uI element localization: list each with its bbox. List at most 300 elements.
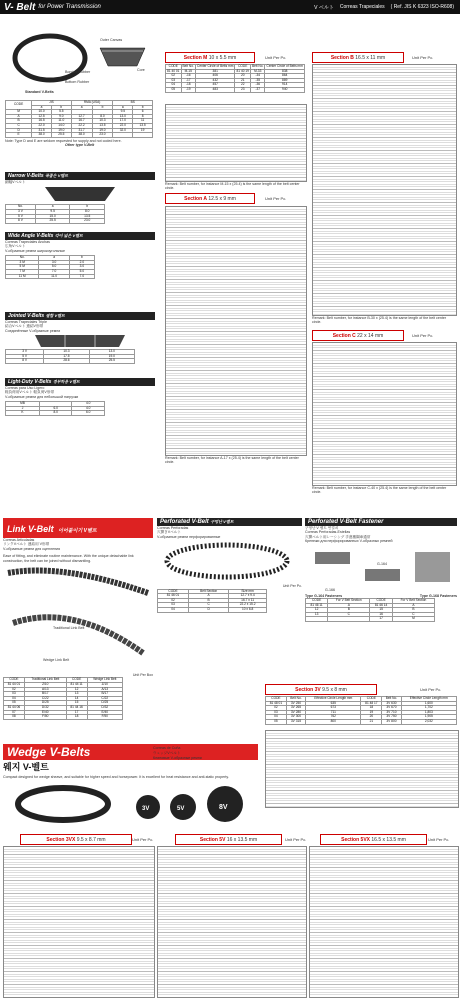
- table-cell: Center Circle of Belts mm: [266, 64, 303, 68]
- table-cell: -17: [181, 78, 195, 83]
- link-title-bar: Link V-Belt 이어붙이기 V벨트: [3, 518, 153, 538]
- narrow-table: [5, 204, 105, 223]
- table-cell: CODE: [235, 65, 251, 70]
- fastener-es: Correas Perforadas-Estellas: [305, 530, 351, 535]
- perforated-ru: V-образные ремни перфорированные: [157, 534, 221, 539]
- section-c-remark: Remark: Belt number, for instance C-40 x (25.4) is the same length of the belt center circle.: [312, 486, 447, 495]
- table-cell: 8 V: [6, 359, 44, 364]
- table-cell: 05: [166, 87, 182, 92]
- table-cell: 13.0: [113, 114, 133, 119]
- section-m-table-body: [165, 104, 307, 182]
- table-cell: 5 V: [6, 354, 44, 359]
- table-cell: 3V 315: [286, 719, 305, 724]
- table-cell: 03: [158, 603, 189, 608]
- table-cell: K: [6, 411, 40, 416]
- table-cell: 25.5: [89, 359, 134, 364]
- section-3v-table-body: [265, 730, 459, 808]
- table-cell: 38.0: [71, 133, 92, 138]
- label-bonded-rubber: Bonded Rubber: [65, 70, 91, 74]
- link-desc: Ease of fitting, and eliminate routine maintenance. With the unique detachable link construction, the belt can be joined without dismantling.: [3, 554, 134, 563]
- table-cell: 800: [306, 719, 361, 724]
- table-cell: 6.0: [72, 411, 105, 416]
- section-5v-table: [157, 846, 307, 998]
- link-cap2: Wedge Link Belt: [43, 658, 70, 662]
- table-cell: 1,702: [401, 706, 456, 711]
- section-m-unit: Unit Per Pc.: [265, 55, 287, 60]
- section-b-remark: Remark: Belt number, for instance B-30 x (25.4) is the same length of the belt center circle.: [312, 316, 447, 325]
- page-header: [0, 0, 460, 14]
- table-cell: 17: [66, 710, 87, 715]
- table-cell: B/17: [24, 692, 66, 697]
- table-cell: 22: [235, 83, 251, 88]
- section-m-row: [166, 87, 305, 92]
- fastener-block: [305, 518, 457, 622]
- table-cell: 13.5: [92, 123, 113, 128]
- table-cell: 81 40 01: [167, 68, 180, 73]
- table-cell: 20: [235, 74, 251, 79]
- table-cell: b: [69, 256, 94, 261]
- table-cell: B: [189, 598, 229, 603]
- table-cell: 3V 670: [382, 706, 401, 711]
- table-cell: 889: [265, 78, 305, 83]
- table-cell: 9.5: [35, 210, 70, 215]
- table-cell: 04: [166, 83, 182, 88]
- wide-jp: 広角Vベルト: [5, 244, 26, 249]
- table-cell: 10.3: [92, 119, 113, 124]
- table-cell: [306, 617, 328, 622]
- th-bs: BS: [113, 101, 153, 106]
- table-cell: 31.7: [71, 128, 92, 133]
- perforated-es: Correas Perforadas: [157, 526, 189, 530]
- table-cell: -37: [251, 87, 265, 92]
- jointed-jp: 結合Vベルト 連結V形帯: [5, 324, 44, 329]
- table-cell: 3V 265: [286, 706, 305, 711]
- table-cell: CODE: [166, 65, 182, 70]
- jointed-row: [6, 359, 135, 364]
- table-cell: -19: [181, 87, 195, 92]
- table-cell: D: [189, 608, 229, 613]
- table-cell: 04: [266, 715, 287, 720]
- fastener-label-g164: G-164: [377, 562, 387, 566]
- table-cell: 3V 300: [286, 715, 305, 720]
- fastener-label-g166: G-166: [325, 588, 335, 592]
- table-cell: 2,032: [401, 719, 456, 724]
- section-a-remark: Remark: Belt number, for instance A-17 x (25.4) is the same length of the belt center circle.: [165, 456, 299, 465]
- label-bottom-rubber: Bottom Rubber: [65, 80, 90, 84]
- table-cell: 5 M: [6, 265, 39, 270]
- section-3v-bar: Section 3V 9.5 x 8 mm: [265, 684, 377, 695]
- table-cell: 20: [361, 715, 382, 720]
- other-type-label: Other type V-Belt: [65, 143, 95, 148]
- link-table: CODE Traditional Link Belt CODE Wedge Link Belt 81 44 01 Z/10 81 44 11 Z/10 02 A/13 12 A/13 03 B/17 13 B/17 04 C/22 14 C/22 05 D/25 15 D/25 81 44 06 D/32 81 44 16 D/32 07 E/40 17 E/40 08 F/50 18 F/50: [3, 677, 123, 719]
- table-cell: 02: [158, 598, 189, 603]
- table-cell: 6: [133, 110, 153, 115]
- table-cell: 19: [361, 710, 382, 715]
- table-cell: 1,905: [401, 715, 456, 720]
- table-cell: A: [392, 603, 434, 608]
- fastener-image: [305, 544, 457, 594]
- fastener-jp: 穴開ベルト用レーシング 手進穂鋼車通常: [305, 534, 371, 539]
- std-note: Note: Type D and E are seldom requested for supply and not coded here.: [5, 138, 122, 143]
- section-3v-table-wrap: [265, 696, 457, 725]
- table-cell: 673: [306, 706, 361, 711]
- perforated-row: [158, 608, 267, 613]
- table-cell: J: [6, 406, 40, 411]
- table-cell: 05: [4, 701, 25, 706]
- perforated-jp: 穴開きVベルト: [157, 530, 181, 535]
- section-c-bar: Section C 22 x 14 mm: [312, 330, 404, 341]
- table-cell: 19: [133, 128, 153, 133]
- section-5vx-table: [309, 846, 459, 998]
- table-cell: Belt No.: [182, 64, 194, 68]
- fastener-ru: Крепежи для перфорированных V-образных ремней: [305, 539, 393, 544]
- jointed-block: [5, 312, 155, 364]
- table-cell: Z/10: [87, 683, 122, 688]
- table-cell: C: [6, 123, 32, 128]
- table-cell: D/25: [24, 701, 66, 706]
- table-cell: 22.0: [113, 123, 133, 128]
- table-cell: Center Circle of Belts mm: [197, 64, 234, 68]
- table-cell: 940: [265, 87, 305, 92]
- table-cell: 13: [306, 612, 328, 617]
- page-subtitle: for Power Transmission: [38, 4, 101, 10]
- table-cell: 381: [195, 69, 235, 74]
- badge-3v: 3V: [142, 806, 150, 812]
- table-cell: 11: [133, 119, 153, 124]
- table-cell: 2.0: [69, 260, 94, 265]
- table-cell: 3V 750: [382, 715, 401, 720]
- section-m-table: [165, 64, 305, 93]
- table-cell: 14: [66, 696, 87, 701]
- table-cell: -16: [181, 74, 195, 79]
- table-cell: 13.5: [133, 123, 153, 128]
- table-cell: A/13: [24, 687, 66, 692]
- section-b-bar: Section B 16.5 x 11 mm: [312, 52, 404, 63]
- table-cell: 81 44 01: [4, 683, 25, 688]
- table-cell: 17.0: [113, 119, 133, 124]
- table-cell: 3 V: [6, 210, 36, 215]
- narrow-jp: 細幅Vベルト: [5, 180, 26, 184]
- table-cell: 16.5: [32, 119, 52, 124]
- section-5v-bar: Section 5V 16 x 13.5 mm: [175, 834, 282, 845]
- table-cell: [328, 617, 370, 622]
- table-cell: 12.5: [32, 114, 52, 119]
- lightduty-block: [5, 378, 155, 416]
- table-cell: 457: [195, 83, 235, 88]
- table-cell: M-15: [181, 69, 195, 74]
- perforated-block: [157, 518, 302, 613]
- table-cell: 81 46 01: [158, 594, 189, 599]
- table-cell: 23.0: [92, 133, 113, 138]
- table-cell: 8 V: [6, 219, 36, 224]
- table-cell: MB: [6, 402, 40, 407]
- table-cell: -34: [251, 74, 265, 79]
- wedge-ru: Клиновые V-образные ремни: [153, 756, 202, 760]
- std-table-wrap: [5, 100, 153, 148]
- section-3v-table: CODE Belt No. Effective Circle Length mm CODE Belt No. Effective Circle Length mm 81 48 01 3V 250 635 81 48 17 3V 630 1,600 02 3V 265 673 18 3V 670 1,702 03 3V 280 711 19 3V 710 1,803 04 3V 300 762 20 3V 750 1,905 05 3V 315 800 21 3V 800 2,032: [265, 696, 457, 725]
- wedge-es: Correas de Cuña: [153, 746, 181, 750]
- section-b-table: [312, 64, 457, 316]
- std-row: [6, 133, 153, 138]
- table-cell: -35: [251, 78, 265, 83]
- table-cell: 7.0: [69, 274, 94, 279]
- table-cell: Belt No.: [252, 64, 264, 68]
- section-b-unit: Unit Per Pc.: [412, 55, 434, 60]
- page-title: V- Belt: [4, 1, 36, 13]
- table-cell: 15: [370, 608, 393, 613]
- table-cell: 22.2 x 15.2: [229, 603, 267, 608]
- table-cell: 14.0: [51, 123, 71, 128]
- wedge-desc: Compact designed for wedge sheave, and suitable for higher speed and horsepower. It is excellent for heat resistance and anti-static property.: [3, 775, 229, 779]
- table-cell: 5 V: [6, 214, 36, 219]
- narrow-belt-image: [5, 184, 155, 204]
- table-cell: 05: [266, 719, 287, 724]
- section-5vx-unit: Unit Per Pc.: [428, 837, 450, 842]
- fastener-row: [306, 617, 435, 622]
- table-cell: D: [6, 128, 32, 133]
- table-cell: 04: [158, 608, 189, 613]
- standard-belt-diagram: [5, 18, 155, 103]
- table-cell: 12.7 x 9.4: [229, 594, 267, 599]
- wedge-block: [3, 744, 258, 829]
- title-jp: V ベルト: [314, 4, 334, 11]
- table-cell: 19.0: [92, 128, 113, 133]
- table-cell: a: [35, 205, 70, 210]
- jointed-es: Correas Trapeciales Triple: [5, 320, 47, 324]
- table-cell: 08: [4, 715, 25, 720]
- lightduty-row: [6, 411, 105, 416]
- table-cell: No.: [6, 205, 36, 210]
- section-a-bar: Section A 12.5 x 9 mm: [165, 193, 255, 204]
- wide-ru: V-образные ремни широкоугольные: [5, 248, 66, 253]
- table-cell: A: [328, 603, 370, 608]
- label-outer-canvas: Outer Canvas: [100, 38, 123, 42]
- table-cell: 32.0: [113, 128, 133, 133]
- table-cell: B/17: [87, 692, 122, 697]
- section-a-table: [165, 206, 307, 456]
- table-cell: 5.0: [69, 270, 94, 275]
- table-cell: F/50: [87, 715, 122, 720]
- perforated-unit: Unit Per Pc.: [282, 584, 302, 589]
- table-cell: 9.0: [51, 114, 71, 119]
- wedge-kr: 웨지 V-벨트: [3, 762, 49, 772]
- table-cell: 8.0: [92, 114, 113, 119]
- perforated-belt-image: [157, 539, 302, 584]
- table-cell: 03: [4, 692, 25, 697]
- lightduty-es: Correas para Uso Ligero: [5, 386, 45, 390]
- perforated-title-bar: Perforated V-Belt 구멍난 V벨트: [157, 518, 302, 526]
- table-cell: 1,600: [401, 701, 456, 706]
- std-caption: Standard V-Belts: [25, 90, 54, 94]
- table-cell: E: [6, 133, 32, 138]
- table-cell: 9.5: [113, 110, 133, 115]
- table-cell: 13.5: [70, 214, 105, 219]
- table-cell: M: [6, 110, 32, 115]
- table-cell: 81 48 17: [361, 701, 382, 706]
- table-cell: A: [6, 114, 32, 119]
- section-m-bar: Section M 10 x 5.5 mm: [165, 52, 255, 63]
- table-cell: 12: [306, 608, 328, 613]
- table-cell: 711: [306, 710, 361, 715]
- section-a-unit: Unit Per Pc.: [265, 196, 287, 201]
- table-cell: [113, 133, 133, 138]
- link-block: [3, 518, 153, 720]
- table-cell: 02: [266, 706, 287, 711]
- table-cell: 3V 280: [286, 710, 305, 715]
- table-cell: 16.7: [71, 119, 92, 124]
- table-cell: 28.6: [44, 359, 89, 364]
- fastener-title-bar: Perforated V-Belt Fastener: [305, 518, 457, 526]
- fastener-table: CODE For V Belt Section CODE For V Belt Section 81 46 11 A 81 46 14 A 12 B 15 B 13 C 16 C 17 M: [305, 598, 435, 622]
- table-cell: 635: [306, 701, 361, 706]
- narrow-row: [6, 219, 105, 224]
- th-code: CODE: [6, 101, 32, 110]
- table-cell: 3V 250: [286, 701, 305, 706]
- table-cell: 5.0: [39, 265, 69, 270]
- table-cell: 02: [4, 687, 25, 692]
- jointed-ru: Соединённые V-образные ремни: [5, 328, 61, 333]
- th-rma: RMA (USA): [71, 101, 113, 106]
- label-core: Core: [137, 68, 145, 72]
- table-cell: 10.0: [32, 110, 52, 115]
- narrow-block: [5, 172, 155, 224]
- table-cell: 8: [133, 114, 153, 119]
- table-cell: D/25: [87, 701, 122, 706]
- fastener-kr: 구멍난 V 벨트 연결쇠: [305, 526, 339, 530]
- section-5vx-bar: Section 5VX 16.5 x 13.5 mm: [320, 834, 427, 845]
- table-cell: No.: [6, 256, 39, 261]
- table-cell: 16: [370, 612, 393, 617]
- table-cell: 3V 630: [382, 701, 401, 706]
- table-cell: 762: [306, 715, 361, 720]
- table-cell: C/22: [24, 696, 66, 701]
- table-cell: 17: [370, 617, 393, 622]
- wide-row: [6, 274, 95, 279]
- table-cell: 11.0: [39, 274, 69, 279]
- table-cell: B: [392, 608, 434, 613]
- link-ru: V-образные ремни для сцепления: [3, 546, 61, 551]
- table-cell: 11.0: [51, 119, 71, 124]
- table-cell: 81 48 01: [266, 701, 287, 706]
- table-cell: 23.0: [70, 219, 105, 224]
- wide-es: Correas Trapeciales Anchas: [5, 240, 50, 244]
- wedge-jp: ウェッジVベルト: [153, 751, 181, 755]
- table-cell: 25.5: [35, 219, 70, 224]
- table-cell: 25.5: [51, 133, 71, 138]
- lightduty-jp: 軽負荷用Vベルト 軽負荷V形帯: [5, 390, 54, 395]
- table-cell: C/22: [87, 696, 122, 701]
- table-cell: -36: [251, 83, 265, 88]
- table-cell: 4.0: [72, 406, 105, 411]
- table-cell: b: [70, 205, 105, 210]
- table-cell: 3 M: [6, 260, 39, 265]
- table-cell: 8.0: [70, 210, 105, 215]
- table-cell: Z/10: [24, 683, 66, 688]
- section-c-unit: Unit Per Pc.: [412, 333, 434, 338]
- table-cell: 3.0: [69, 265, 94, 270]
- fastener-captions: Type G-164 Fasteners Type G-168 Fasteners: [305, 593, 457, 598]
- table-cell: A: [189, 594, 229, 599]
- wide-title-bar: Wide Angle V-Belts 각이 넓은 V벨트: [5, 232, 155, 240]
- badge-8v: 8V: [219, 804, 228, 811]
- title-es: Correas Trapeciales: [339, 4, 385, 10]
- table-cell: 5.5: [51, 110, 71, 115]
- table-cell: a: [39, 256, 69, 261]
- table-cell: E/40: [87, 710, 122, 715]
- table-cell: M-33: [251, 69, 265, 74]
- section-3vx-unit: Unit Per Pc.: [132, 837, 154, 842]
- table-cell: 17.5: [44, 354, 89, 359]
- table-cell: -18: [181, 83, 195, 88]
- table-cell: F/50: [24, 715, 66, 720]
- table-cell: 15: [66, 701, 87, 706]
- table-cell: M: [392, 617, 434, 622]
- table-cell: 81 44 16: [66, 706, 87, 711]
- link-jp: リンクVベルト 連結用 V形帯: [3, 542, 50, 547]
- table-cell: 31.5: [32, 128, 52, 133]
- table-cell: 12.7: [71, 114, 92, 119]
- table-cell: C: [392, 612, 434, 617]
- standard-ref: ( Ref. JIS K 6323 ISO-R608): [390, 4, 454, 10]
- table-cell: 3 V: [6, 350, 44, 355]
- lightduty-ru: V-образные ремни для небольшой нагрузки: [5, 394, 79, 399]
- jointed-table: [5, 349, 135, 364]
- link-cap1: Traditional Link Belt: [53, 626, 85, 630]
- table-cell: 3V 710: [382, 710, 401, 715]
- table-cell: 22.2: [71, 123, 92, 128]
- section-c-table: [312, 342, 457, 486]
- wedge-title-bar: Wedge V-Belts: [3, 744, 258, 760]
- table-cell: 10.3: [44, 350, 89, 355]
- table-cell: 914: [265, 83, 305, 88]
- table-cell: 07: [4, 710, 25, 715]
- table-cell: E/40: [24, 710, 66, 715]
- section-m-table-wrap: [165, 64, 305, 93]
- section-3v-unit: Unit Per Pc.: [420, 687, 442, 692]
- narrow-title-bar: Narrow V-Belts 폭좁은 V벨트: [5, 172, 155, 180]
- table-cell: 432: [195, 78, 235, 83]
- table-cell: C: [189, 603, 229, 608]
- section-3vx-table: [3, 846, 155, 998]
- table-cell: 13: [66, 692, 87, 697]
- table-cell: 11 M: [6, 274, 39, 279]
- table-cell: 19.0: [89, 354, 134, 359]
- th-jis: JIS: [32, 101, 72, 106]
- lightduty-title-bar: Light-Duty V-Belts 경부하용 V벨트: [5, 378, 155, 386]
- link-es: Correas Articuladas: [3, 538, 35, 542]
- table-cell: 4.0: [72, 402, 105, 407]
- table-cell: D/32: [87, 706, 122, 711]
- wide-table: [5, 255, 95, 279]
- table-cell: 02: [166, 74, 182, 79]
- table-cell: C: [328, 612, 370, 617]
- table-cell: 21: [361, 719, 382, 724]
- table-cell: B: [328, 608, 370, 613]
- table-cell: 1,803: [401, 710, 456, 715]
- link-unit: Unit Per Box: [132, 673, 153, 678]
- table-cell: 21: [235, 78, 251, 83]
- table-cell: 19.0: [51, 128, 71, 133]
- table-cell: 7.0: [39, 270, 69, 275]
- table-cell: 81 46 11: [306, 603, 328, 608]
- section-m-remark: Remark: Belt number, for instance M-15 x (25.4) is the same length of the belt center circle.: [165, 182, 300, 191]
- table-cell: [133, 133, 153, 138]
- table-cell: 81 46 14: [370, 603, 393, 608]
- table-cell: 406: [195, 74, 235, 79]
- table-cell: 838: [265, 69, 305, 74]
- table-cell: 18: [66, 715, 87, 720]
- wide-block: [5, 232, 155, 279]
